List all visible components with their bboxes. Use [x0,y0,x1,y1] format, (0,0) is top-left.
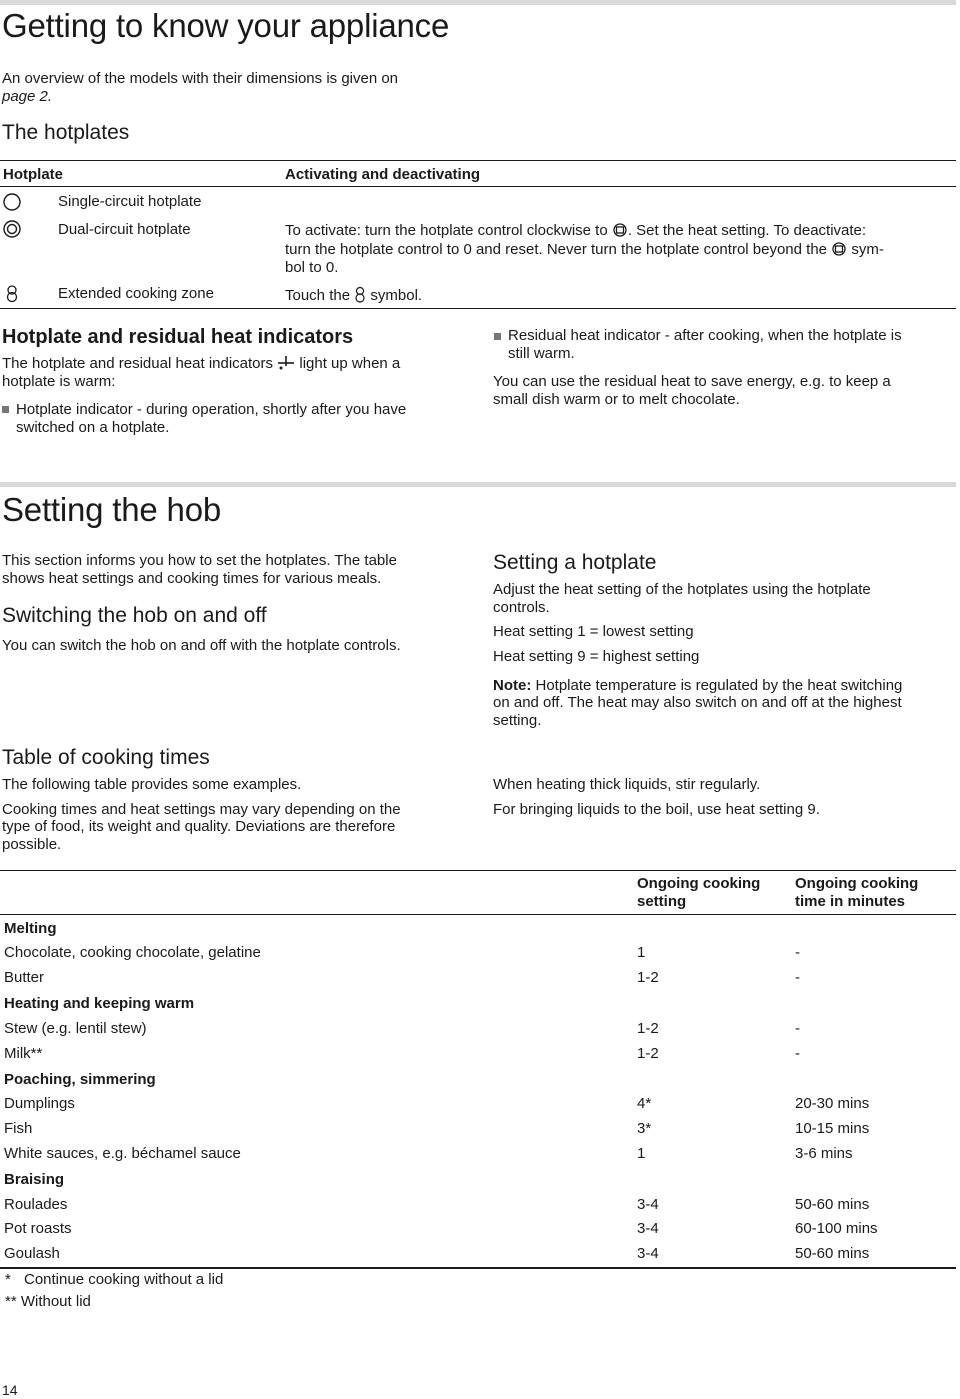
page-number: 14 [2,1382,18,1398]
indicators-heading: Hotplate and residual heat indicators [2,326,354,348]
indicators-para-line-1 [2,355,400,373]
table-row-time: 20-30 mins [795,1095,870,1112]
switching-heading: Switching the hob on and off [2,604,267,627]
table-row-food: White sauces, e.g. béchamel sauce [4,1145,241,1162]
residual-line-2: small dish warm or to melt chocolate. [493,391,740,408]
table-para-2-line-3: possible. [2,836,62,853]
hotplates-table-header-rule [0,186,956,187]
table-row-food: Fish [4,1120,33,1137]
table-row-food: Chocolate, cooking chocolate, gelatine [4,944,261,961]
bullet2-line-1: Residual heat indicator - after cooking, when the hotplate is [508,327,902,344]
table-row-time: 60-100 mins [795,1220,878,1237]
col-activating-header: Activating and deactivating [285,166,481,183]
cooking-table-bottom-rule [0,1267,956,1269]
table-row-time: - [795,944,800,961]
indicators-para-line-2: hotplate is warm: [2,373,116,390]
table-para-2-line-2: type of food, its weight and quality. Deviations are therefore [2,818,396,835]
table-of-cooking-times-heading: Table of cooking times [2,746,210,769]
group-poaching: Poaching, simmering [4,1071,156,1088]
footnote-1: Continue cooking without a lid [24,1271,224,1288]
intro-line-2: page 2. [2,88,53,105]
page-title: Getting to know your appliance [2,7,450,44]
intro-line-1: An overview of the models with their dimensions is given on [2,70,399,87]
residual-heat-icon [277,355,295,371]
col-time-header-2: time in minutes [795,893,906,910]
note-line-3: setting. [493,712,542,729]
table-row-time: - [795,1020,800,1037]
dual-desc-1b: . Set the heat setting. To deactivate: [627,222,867,239]
cooking-table-header-rule [0,914,956,915]
dual-zone-symbol-icon [612,223,628,237]
dual-desc-line-2 [285,241,884,259]
table-row-time: 10-15 mins [795,1120,870,1137]
indicators-p1b: light up when a [299,355,401,372]
bullet1-line-2: switched on a hotplate. [16,419,170,436]
single-circuit-label: Single-circuit hotplate [58,193,202,210]
bullet-icon [494,333,501,340]
bullet1-line-1: Hotplate indicator - during operation, shortly after you have [16,401,407,418]
group-heating: Heating and keeping warm [4,995,195,1012]
dual-desc-line-3: bol to 0. [285,259,339,276]
table-row-food: Roulades [4,1196,68,1213]
section2-intro-1: This section informs you how to set the hotplates. The table [2,552,397,569]
table-row-food: Milk** [4,1045,43,1062]
table-row-time: - [795,969,800,986]
dual-zone-symbol-icon [831,242,847,256]
top-rule [0,0,956,5]
bullet-icon [2,406,9,413]
setting-line-1: Adjust the heat setting of the hotplates using the hotplate [493,581,871,598]
single-circuit-icon [2,192,22,212]
footnote-1-mark: * [5,1271,11,1288]
note-line-1 [493,677,902,695]
cooking-table-top-rule [0,870,956,871]
table-para-1: The following table provides some examples. [2,776,302,793]
extended-desc-a: Touch the [285,287,351,304]
table-row-food: Stew (e.g. lentil stew) [4,1020,147,1037]
thick-liquids-text: When heating thick liquids, stir regularly. [493,776,761,793]
dual-desc-2b: sym- [851,241,884,258]
extended-zone-symbol-icon [354,286,366,304]
table-row-setting: 4* [637,1095,652,1112]
setting-hotplate-heading: Setting a hotplate [493,551,657,574]
dual-desc-1a: To activate: turn the hotplate control clockwise to [285,222,608,239]
table-row-setting: 3-4 [637,1196,659,1213]
note-label: Note: [493,677,532,694]
table-row-setting: 1-2 [637,1045,659,1062]
section-rule [0,482,956,487]
table-row-time: 50-60 mins [795,1196,870,1213]
dual-circuit-icon [2,219,22,239]
table-row-food: Dumplings [4,1095,75,1112]
table-row-setting: 1-2 [637,969,659,986]
dual-desc-line-1 [285,222,866,240]
note-text-1: Hotplate temperature is regulated by the heat switching [531,677,903,694]
note-line-2: on and off. The heat may also switch on and off at the highest [493,694,902,711]
residual-line-1: You can use the residual heat to save energy, e.g. to keep a [493,373,891,390]
setting-line-2: controls. [493,599,550,616]
table-row-time: - [795,1045,800,1062]
table-row-food: Butter [4,969,45,986]
footnote-2: ** Without lid [5,1293,91,1310]
section-title: Setting the hob [2,491,222,528]
table-row-setting: 3-4 [637,1220,659,1237]
table-row-time: 3-6 mins [795,1145,853,1162]
dual-circuit-label: Dual-circuit hotplate [58,221,191,238]
table-row-setting: 1-2 [637,1020,659,1037]
dual-desc-2a: turn the hotplate control to 0 and reset. Never turn the hotplate control beyond the [285,241,828,258]
col-time-header-1: Ongoing cooking [795,875,919,892]
table-row-time: 50-60 mins [795,1245,870,1262]
heat-setting-1: Heat setting 1 = lowest setting [493,623,694,640]
extended-zone-label: Extended cooking zone [58,285,214,302]
table-row-food: Goulash [4,1245,60,1262]
col-setting-header-2: setting [637,893,687,910]
table-row-setting: 3-4 [637,1245,659,1262]
table-row-setting: 3* [637,1120,652,1137]
col-setting-header-1: Ongoing cooking [637,875,761,892]
switching-text: You can switch the hob on and off with the hotplate controls. [2,637,401,654]
section2-intro-2: shows heat settings and cooking times for various meals. [2,570,382,587]
boil-text: For bringing liquids to the boil, use heat setting 9. [493,801,820,818]
group-melting: Melting [4,920,57,937]
table-row-setting: 1 [637,944,646,961]
heat-setting-9: Heat setting 9 = highest setting [493,648,700,665]
hotplates-table-top-rule [0,160,956,161]
indicators-p1a: The hotplate and residual heat indicators [2,355,274,372]
hotplates-heading: The hotplates [2,121,130,144]
extended-desc [285,286,422,305]
table-row-setting: 1 [637,1145,646,1162]
bullet2-line-2: still warm. [508,345,575,362]
table-row-food: Pot roasts [4,1220,72,1237]
col-hotplate-header: Hotplate [3,166,63,183]
hotplates-table-bottom-rule [0,308,956,309]
table-para-2-line-1: Cooking times and heat settings may vary depending on the [2,801,401,818]
group-braising: Braising [4,1171,65,1188]
extended-zone-icon [5,284,19,304]
extended-desc-b: symbol. [370,287,423,304]
